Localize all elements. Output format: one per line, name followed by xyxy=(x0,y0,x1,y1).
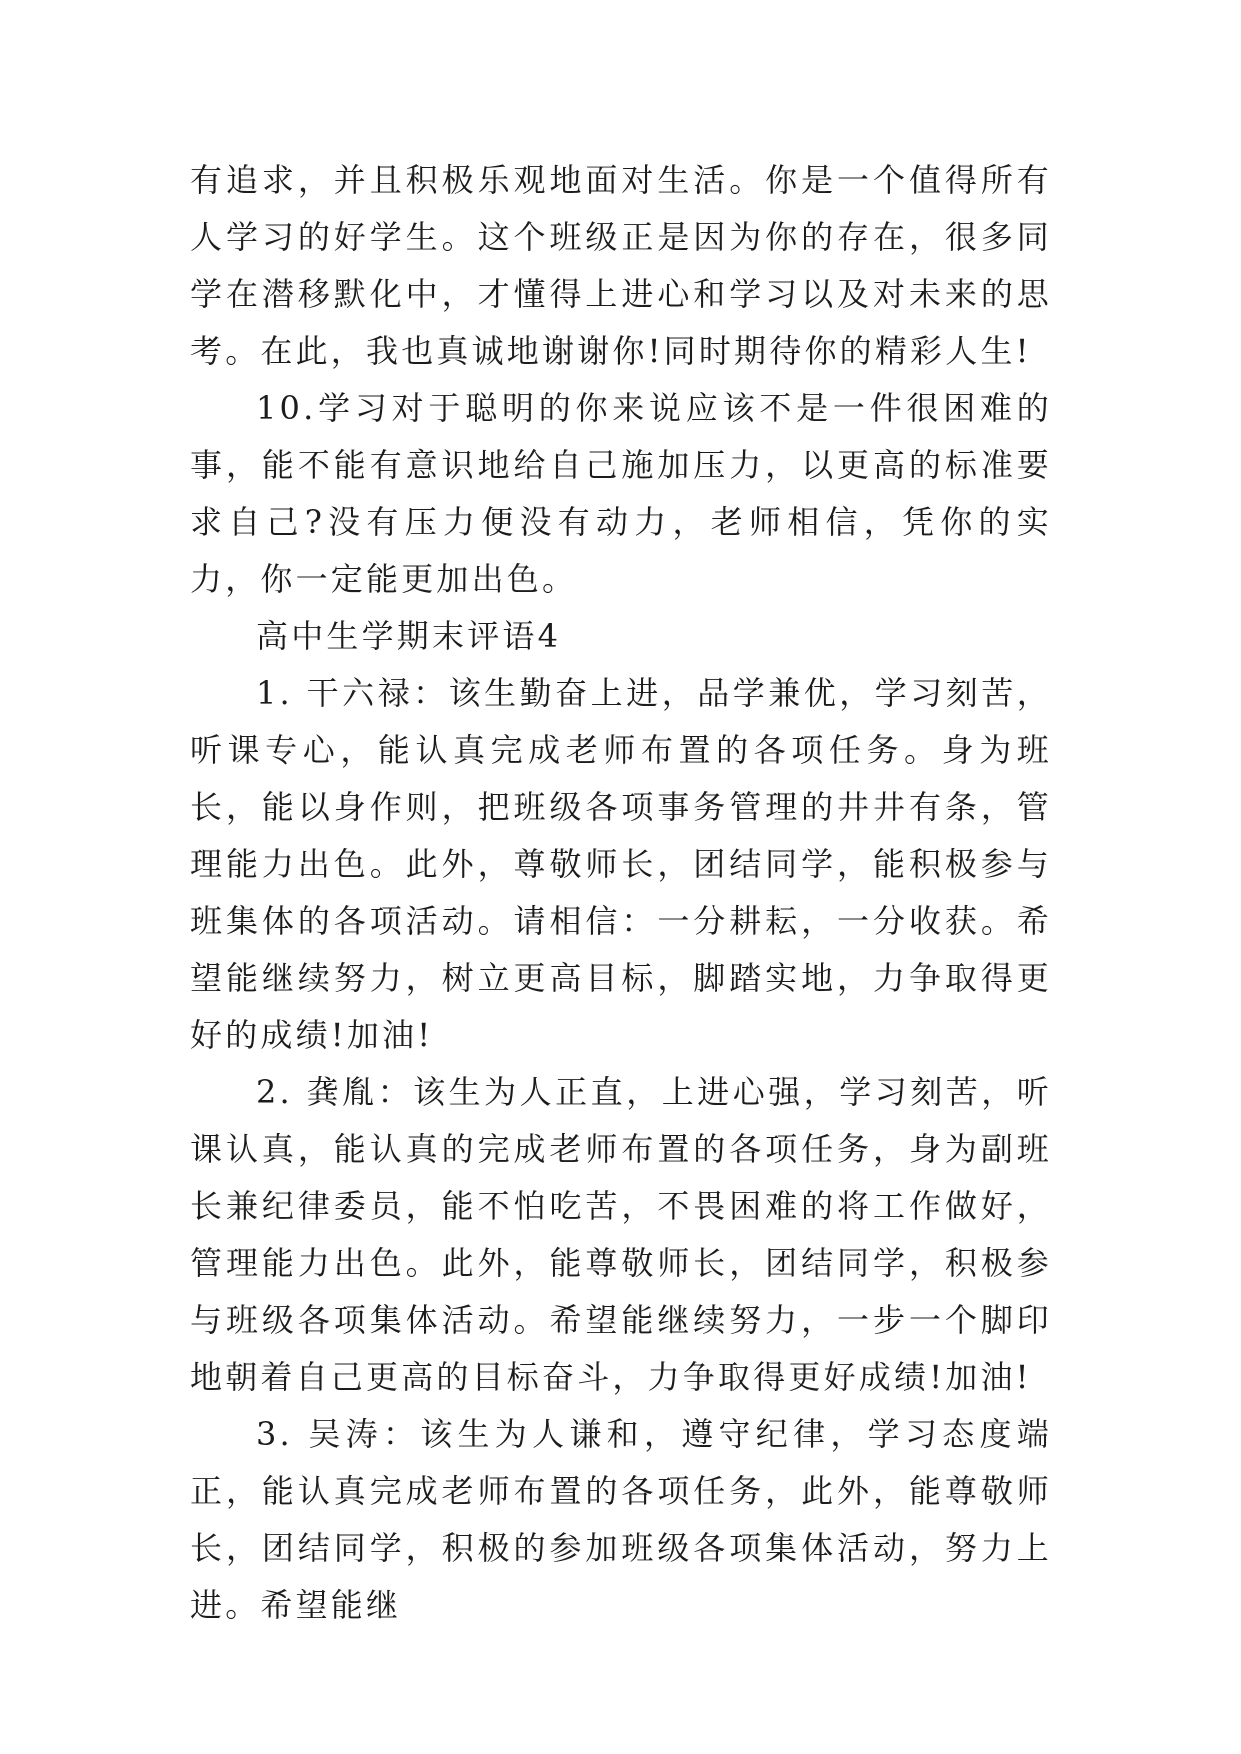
paragraph-item-2: 2. 龚胤：该生为人正直，上进心强，学习刻苦，听课认真，能认真的完成老师布置的各项任务，身为副班长兼纪律委员，能不怕吃苦，不畏困难的将工作做好，管理能力出色。此外，能尊敬师长，团结同学，积极参与班级各项集体活动。希望能继续努力，一步一个脚印地朝着自己更高的目标奋斗，力争取得更好成绩!加油! xyxy=(190,1073,1052,1396)
paragraph-continuation: 有追求，并且积极乐观地面对生活。你是一个值得所有人学习的好学生。这个班级正是因为你的存在，很多同学在潜移默化中，才懂得上进心和学习以及对未来的思考。在此，我也真诚地谢谢你!同时期待你的精彩人生! xyxy=(190,161,1052,370)
section-heading: 高中生学期末评语4 xyxy=(256,617,562,655)
paragraph-item-10: 10.学习对于聪明的你来说应该不是一件很困难的事，能不能有意识地给自己施加压力，以更高的标准要求自己?没有压力便没有动力，老师相信，凭你的实力，你一定能更加出色。 xyxy=(190,389,1052,598)
paragraph-item-1: 1. 干六禄：该生勤奋上进，品学兼优，学习刻苦，听课专心，能认真完成老师布置的各项任务。身为班长，能以身作则，把班级各项事务管理的井井有条，管理能力出色。此外，尊敬师长，团结同学，能积极参与班集体的各项活动。请相信：一分耕耘，一分收获。希望能继续努力，树立更高目标，脚踏实地，力争取得更好的成绩!加油! xyxy=(190,674,1052,1054)
paragraph-item-3: 3. 吴涛：该生为人谦和，遵守纪律，学习态度端正，能认真完成老师布置的各项任务，此外，能尊敬师长，团结同学，积极的参加班级各项集体活动，努力上进。希望能继 xyxy=(190,1415,1052,1624)
document-page xyxy=(190,152,1052,1634)
